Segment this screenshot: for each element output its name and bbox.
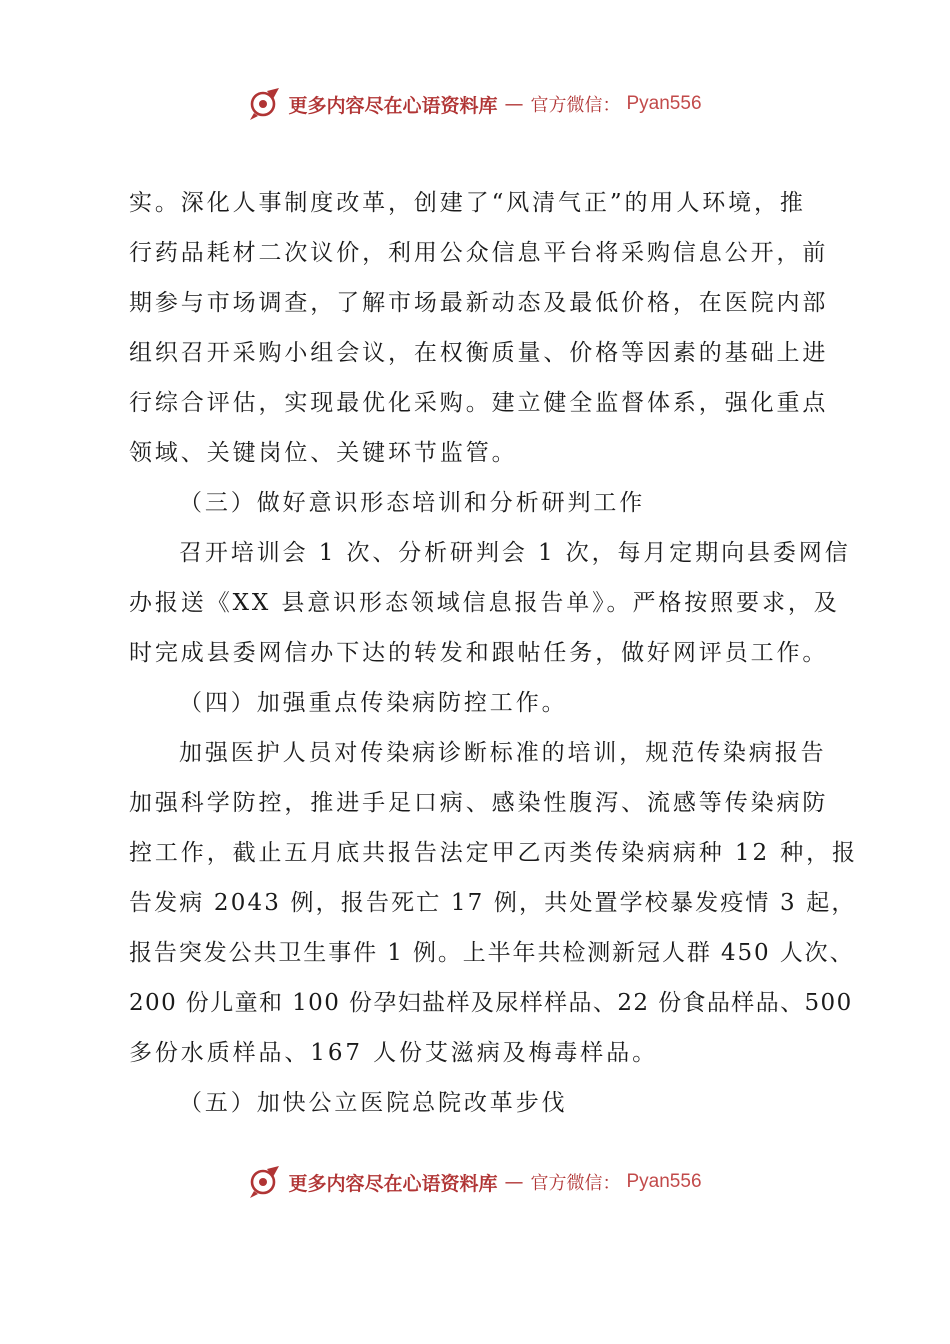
body-line: 加强科学防控，推进手足口病、感染性腹泻、流感等传染病防: [129, 790, 829, 816]
body-line: 行综合评估，实现最优化采购。建立健全监督体系，强化重点: [129, 390, 829, 416]
banner-main-text: 更多内容尽在心语资料库: [288, 94, 498, 117]
body-line: 办报送《XX 县意识形态领域信息报告单》。严格按照要求，及: [129, 590, 840, 616]
body-line: 加强医护人员对传染病诊断标准的培训，规范传染病报告: [179, 740, 827, 766]
pen-logo-icon: [248, 1165, 282, 1199]
body-line: 告发病 2043 例，报告死亡 17 例，共处置学校暴发疫情 3 起，: [129, 890, 857, 916]
body-line: 200 份儿童和 100 份孕妇盐样及尿样样品、22 份食品样品、500: [129, 990, 853, 1016]
body-line: 领域、关键岗位、关键环节监管。: [129, 440, 518, 466]
body-line: 行药品耗材二次议价，利用公众信息平台将采购信息公开，前: [129, 240, 829, 266]
banner-wechat-id: Pyan556: [626, 93, 702, 114]
banner-wechat-label: 官方微信：: [530, 1173, 621, 1194]
banner-main-text: 更多内容尽在心语资料库: [288, 1172, 498, 1195]
body-line: 期参与市场调查，了解市场最新动态及最低价格，在医院内部: [129, 290, 829, 316]
banner-dash: —: [504, 1171, 524, 1193]
body-line: 时完成县委网信办下达的转发和跟帖任务，做好网评员工作。: [129, 640, 829, 666]
body-line: 召开培训会 1 次、分析研判会 1 次，每月定期向县委网信: [179, 540, 851, 566]
body-line: 控工作，截止五月底共报告法定甲乙丙类传染病病种 12 种，报: [129, 840, 858, 866]
footer-watermark-banner: [0, 1162, 950, 1202]
document-body: [129, 178, 859, 1128]
body-line: 组织召开采购小组会议，在权衡质量、价格等因素的基础上进: [129, 340, 829, 366]
body-line: 多份水质样品、167 人份艾滋病及梅毒样品。: [129, 1040, 659, 1066]
header-watermark-banner: [0, 84, 950, 124]
body-line: 报告突发公共卫生事件 1 例。上半年共检测新冠人群 450 人次、: [129, 940, 855, 966]
banner-dash: —: [504, 93, 524, 115]
body-line: 实。深化人事制度改革，创建了“风清气正”的用人环境，推: [129, 190, 806, 216]
section-heading-3: （三）做好意识形态培训和分析研判工作: [179, 490, 646, 516]
pen-logo-icon: [248, 87, 282, 121]
section-heading-5: （五）加快公立医院总院改革步伐: [179, 1090, 568, 1116]
section-heading-4: （四）加强重点传染病防控工作。: [179, 690, 568, 716]
banner-wechat-id: Pyan556: [626, 1171, 702, 1192]
banner-wechat-label: 官方微信：: [530, 95, 621, 116]
